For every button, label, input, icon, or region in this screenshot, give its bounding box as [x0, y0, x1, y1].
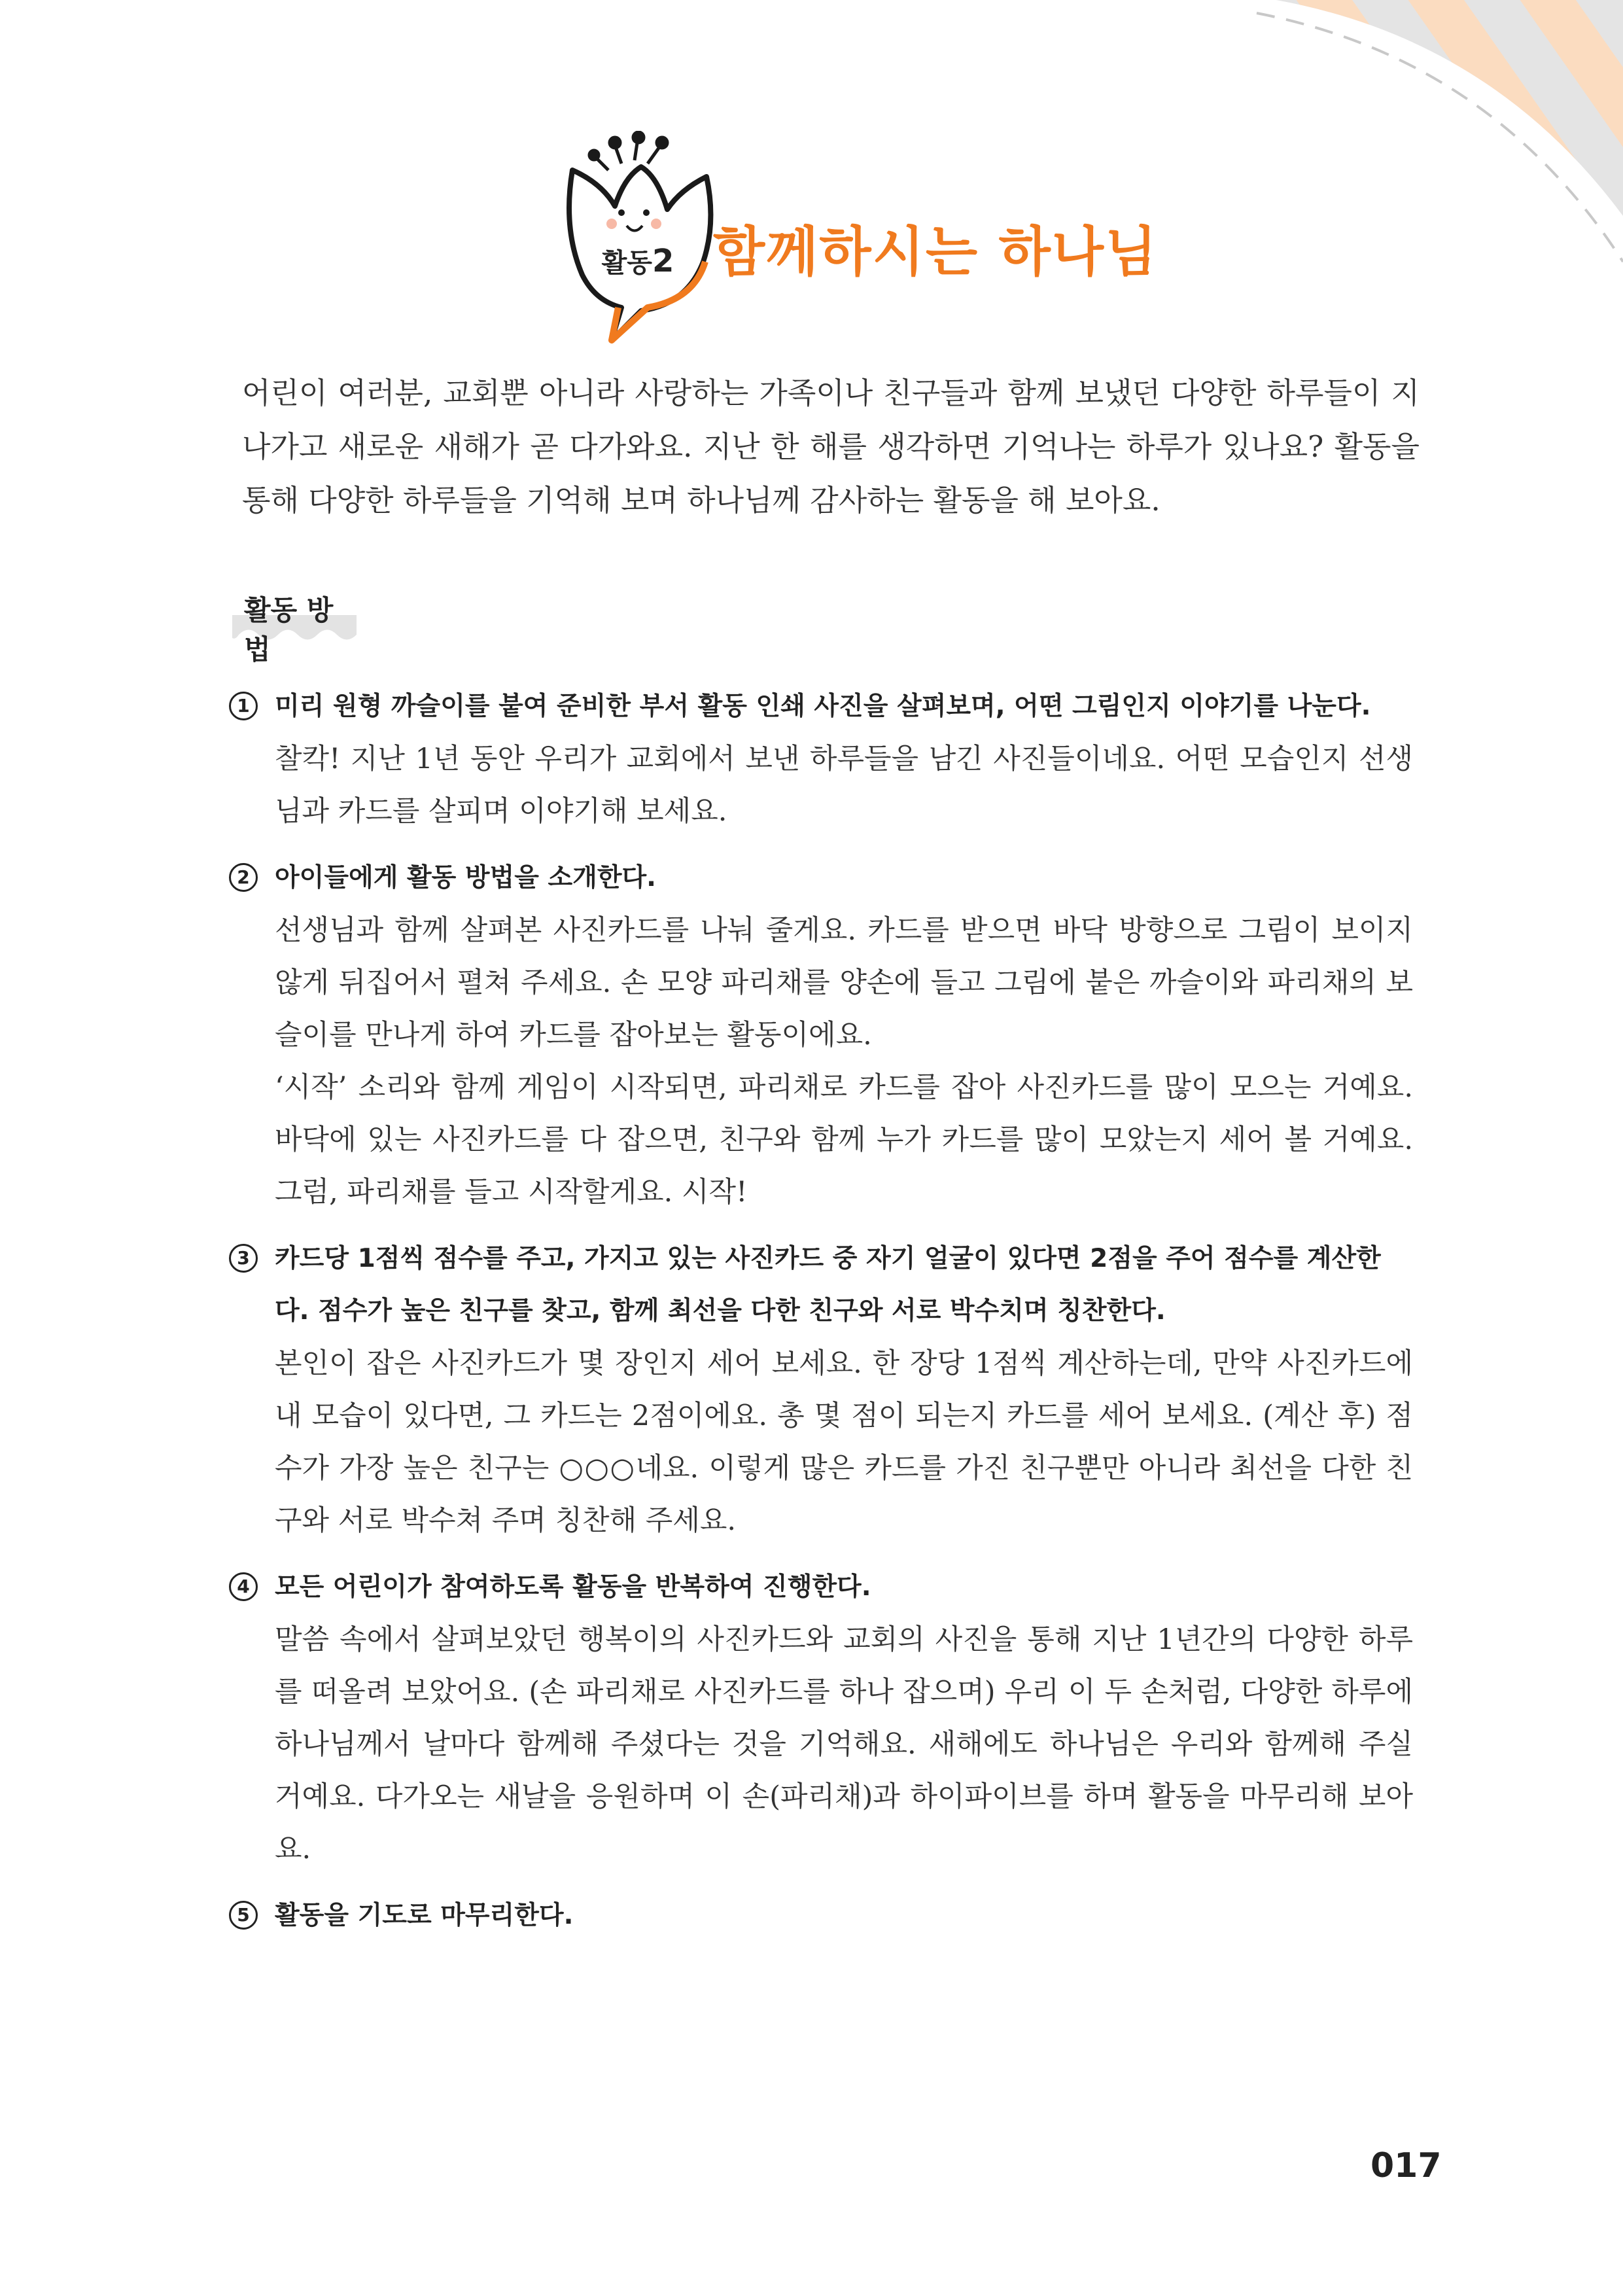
step-number-circle: 3	[229, 1244, 258, 1273]
step-heading-text: 활동을 기도로 마무리한다.	[275, 1901, 574, 1930]
step-heading	[229, 1561, 1413, 1614]
step-paragraph: 찰칵! 지난 1년 동안 우리가 교회에서 보낸 하루들을 남긴 사진들이네요. 어떤 모습인지 선생님과 카드를 살피며 이야기해 보세요.	[275, 743, 1413, 828]
step-paragraph: 말씀 속에서 살펴보았던 행복이의 사진카드와 교회의 사진을 통해 지난 1년간의 다양한 하루를 떠올려 보았어요. (손 파리채로 사진카드를 하나 잡으며) 우리 이 두 손처럼, 다양한 하루에 하나님께서 날마다 함께해 주셨다는 것을 기억해요. 새해에도 하나님은 우리와 함께해 주실 거예요. 다가오는 새날을 응원하며 이 손(파리채)과 하이파이브를 하며 활동을 마무리해 보아요.	[275, 1623, 1413, 1865]
step-body	[229, 1337, 1413, 1547]
method-heading	[232, 589, 357, 665]
method-heading-label: 활동 방법	[244, 594, 334, 665]
step-number-circle: 1	[229, 692, 258, 720]
step-body	[229, 733, 1413, 838]
intro-paragraph: 어린이 여러분, 교회뿐 아니라 사랑하는 가족이나 친구들과 함께 보냈던 다양한 하루들이 지나가고 새로운 새해가 곧 다가와요. 지난 한 해를 생각하면 기억나는 하루가 있나요? 활동을 통해 다양한 하루들을 기억해 보며 하나님께 감사하는 활동을 해 보아요.	[242, 376, 1420, 518]
step-heading	[229, 680, 1413, 733]
step-paragraph: 본인이 잡은 사진카드가 몇 장인지 세어 보세요. 한 장당 1점씩 계산하는데, 만약 사진카드에 내 모습이 있다면, 그 카드는 2점이에요. 총 몇 점이 되는지 카드를 세어 보세요. (계산 후) 점수가 가장 높은 친구는 ○○○네요. 이렇게 많은 카드를 가진 친구뿐만 아니라 최선을 다한 친구와 서로 박수쳐 주며 칭찬해 주세요.	[275, 1347, 1413, 1537]
step-2	[229, 852, 1413, 1218]
step-heading	[229, 1890, 1413, 1942]
activity-number: 2	[652, 243, 674, 279]
step-heading-text: 미리 원형 까슬이를 붙여 준비한 부서 활동 인쇄 사진을 살펴보며, 어떤 그림인지 이야기를 나눈다.	[275, 692, 1371, 721]
step-heading-text: 모든 어린이가 참여하도록 활동을 반복하여 진행한다.	[275, 1572, 871, 1602]
activity-number-label	[589, 242, 687, 279]
page-title: 함께하시는 하나님	[713, 221, 1159, 283]
step-heading-text: 카드당 1점씩 점수를 주고, 가지고 있는 사진카드 중 자기 얼굴이 있다면 2점을 주어 점수를 계산한다. 점수가 높은 친구를 찾고, 함께 최선을 다한 친구와 서로 박수치며 칭찬한다.	[275, 1244, 1381, 1326]
activity-header	[550, 131, 1269, 353]
step-5	[229, 1890, 1413, 1942]
step-body	[229, 1614, 1413, 1875]
step-3	[229, 1233, 1413, 1547]
page-number: 017	[1370, 2146, 1442, 2185]
step-heading	[229, 1233, 1413, 1337]
step-heading-text: 아이들에게 활동 방법을 소개한다.	[275, 863, 656, 892]
steps-list	[229, 680, 1413, 1956]
step-body	[229, 904, 1413, 1218]
activity-label-text: 활동	[601, 248, 652, 278]
step-paragraph: ‘시작’ 소리와 함께 게임이 시작되면, 파리채로 카드를 잡아 사진카드를 많이 모으는 거예요. 바닥에 있는 사진카드를 다 잡으면, 친구와 함께 누가 카드를 많이 모았는지 세어 볼 거예요. 그럼, 파리채를 들고 시작할게요. 시작!	[275, 1071, 1413, 1209]
step-1	[229, 680, 1413, 838]
step-number-circle: 4	[229, 1572, 258, 1601]
step-number-circle: 2	[229, 863, 258, 892]
step-number-circle: 5	[229, 1901, 258, 1930]
step-paragraph: 선생님과 함께 살펴본 사진카드를 나눠 줄게요. 카드를 받으면 바닥 방향으로 그림이 보이지 않게 뒤집어서 펼쳐 주세요. 손 모양 파리채를 양손에 들고 그림에 붙은 까슬이와 파리채의 보슬이를 만나게 하여 카드를 잡아보는 활동이에요.	[275, 914, 1413, 1051]
step-4	[229, 1561, 1413, 1875]
step-heading	[229, 852, 1413, 904]
